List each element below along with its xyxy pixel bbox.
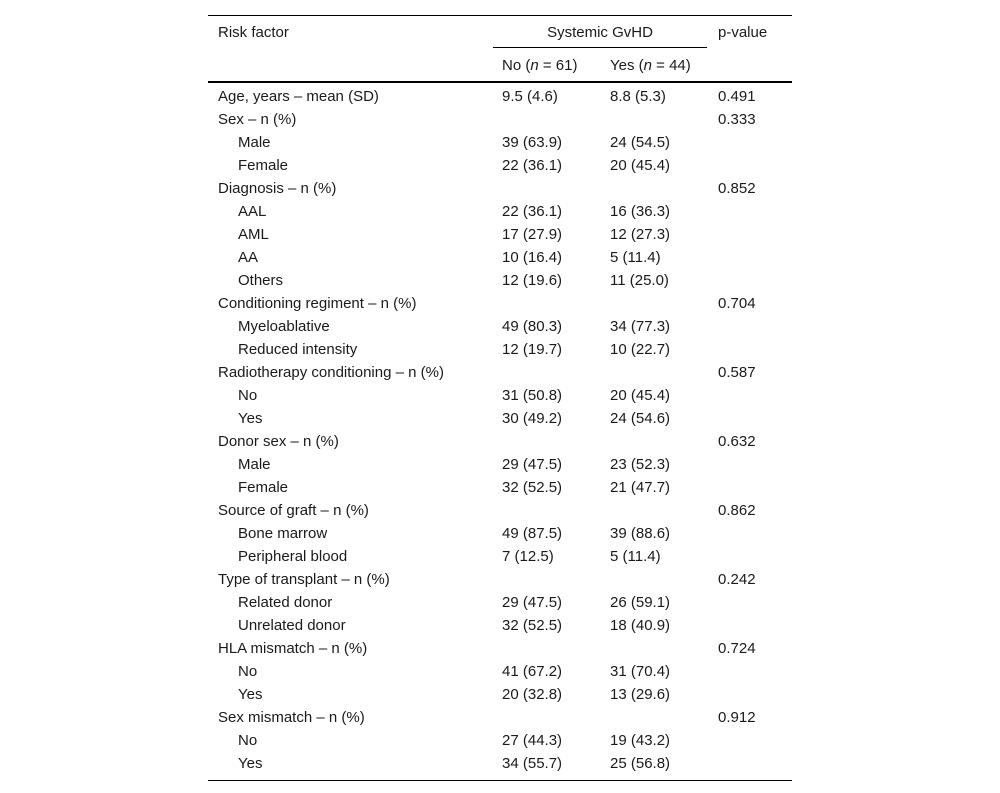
table-row xyxy=(208,430,792,453)
row-label: Peripheral blood xyxy=(238,548,348,565)
risk-factor-table xyxy=(208,15,792,781)
row-label: Yes xyxy=(238,410,263,427)
row-label: HLA mismatch – n (%) xyxy=(218,640,368,657)
p-value-cell: 0.632 xyxy=(718,433,756,450)
row-label: Donor sex – n (%) xyxy=(218,433,339,450)
row-label: AA xyxy=(238,249,259,266)
no-gvhd-cell: 20 (32.8) xyxy=(502,686,563,703)
no-gvhd-cell: 32 (52.5) xyxy=(502,617,563,634)
table-row xyxy=(208,752,792,775)
p-value-header: p-value xyxy=(718,24,768,41)
table-row xyxy=(208,568,792,591)
table-row xyxy=(208,223,792,246)
row-label: Conditioning regiment – n (%) xyxy=(218,295,417,312)
row-label: Sex mismatch – n (%) xyxy=(218,709,365,726)
yes-gvhd-cell: 24 (54.6) xyxy=(610,410,671,427)
yes-gvhd-cell: 21 (47.7) xyxy=(610,479,671,496)
yes-gvhd-cell: 39 (88.6) xyxy=(610,525,671,542)
p-value-cell: 0.862 xyxy=(718,502,756,519)
yes-gvhd-cell: 24 (54.5) xyxy=(610,134,671,151)
table-row xyxy=(208,407,792,430)
row-label: No xyxy=(238,732,258,749)
no-gvhd-cell: 12 (19.6) xyxy=(502,272,563,289)
row-label: Myeloablative xyxy=(238,318,330,335)
table-header-row-1 xyxy=(208,16,792,48)
no-gvhd-cell: 39 (63.9) xyxy=(502,134,563,151)
table-row xyxy=(208,614,792,637)
row-label: Sex – n (%) xyxy=(218,111,297,128)
p-value-cell: 0.491 xyxy=(718,88,756,105)
table-row xyxy=(208,85,792,108)
table-row xyxy=(208,246,792,269)
systemic-gvhd-header: Systemic GvHD xyxy=(547,24,653,41)
yes-gvhd-cell: 26 (59.1) xyxy=(610,594,671,611)
no-gvhd-cell: 12 (19.7) xyxy=(502,341,563,358)
row-label: Male xyxy=(238,134,271,151)
table-header-row-2 xyxy=(208,48,792,83)
yes-group-header: Yes (n = 44) xyxy=(610,57,691,74)
table-row xyxy=(208,499,792,522)
no-gvhd-cell: 10 (16.4) xyxy=(502,249,563,266)
table-row xyxy=(208,522,792,545)
no-gvhd-cell: 17 (27.9) xyxy=(502,226,563,243)
row-label: Male xyxy=(238,456,271,473)
table-row xyxy=(208,729,792,752)
row-label: No xyxy=(238,663,258,680)
table-row xyxy=(208,200,792,223)
table-row xyxy=(208,660,792,683)
row-label: Yes xyxy=(238,755,263,772)
row-label: Age, years – mean (SD) xyxy=(218,88,379,105)
no-gvhd-cell: 9.5 (4.6) xyxy=(502,88,558,105)
yes-gvhd-cell: 18 (40.9) xyxy=(610,617,671,634)
no-gvhd-cell: 22 (36.1) xyxy=(502,157,563,174)
table-row xyxy=(208,269,792,292)
row-label: Bone marrow xyxy=(238,525,328,542)
yes-gvhd-cell: 5 (11.4) xyxy=(610,548,661,565)
table-row xyxy=(208,108,792,131)
yes-gvhd-cell: 20 (45.4) xyxy=(610,157,671,174)
no-gvhd-cell: 41 (67.2) xyxy=(502,663,563,680)
row-label: Related donor xyxy=(238,594,333,611)
no-gvhd-cell: 49 (80.3) xyxy=(502,318,563,335)
yes-gvhd-cell: 25 (56.8) xyxy=(610,755,671,772)
no-gvhd-cell: 27 (44.3) xyxy=(502,732,563,749)
row-label: Reduced intensity xyxy=(238,341,358,358)
p-value-cell: 0.724 xyxy=(718,640,756,657)
table-row xyxy=(208,476,792,499)
no-gvhd-cell: 32 (52.5) xyxy=(502,479,563,496)
row-label: Type of transplant – n (%) xyxy=(218,571,390,588)
p-value-cell: 0.587 xyxy=(718,364,756,381)
no-gvhd-cell: 22 (36.1) xyxy=(502,203,563,220)
no-gvhd-cell: 49 (87.5) xyxy=(502,525,563,542)
table-row xyxy=(208,545,792,568)
p-value-cell: 0.242 xyxy=(718,571,756,588)
row-label: AML xyxy=(238,226,269,243)
row-label: Others xyxy=(238,272,284,289)
row-label: Female xyxy=(238,479,289,496)
row-label: Unrelated donor xyxy=(238,617,346,634)
risk-factor-header: Risk factor xyxy=(218,24,289,41)
row-label: No xyxy=(238,387,258,404)
row-label: Female xyxy=(238,157,289,174)
table-row xyxy=(208,131,792,154)
yes-gvhd-cell: 34 (77.3) xyxy=(610,318,671,335)
table-row xyxy=(208,154,792,177)
no-gvhd-cell: 7 (12.5) xyxy=(502,548,554,565)
yes-gvhd-cell: 16 (36.3) xyxy=(610,203,671,220)
table-row xyxy=(208,683,792,706)
p-value-cell: 0.912 xyxy=(718,709,756,726)
row-label: AAL xyxy=(238,203,267,220)
table-row xyxy=(208,315,792,338)
no-gvhd-cell: 30 (49.2) xyxy=(502,410,563,427)
table-row xyxy=(208,292,792,315)
row-label: Yes xyxy=(238,686,263,703)
yes-gvhd-cell: 12 (27.3) xyxy=(610,226,671,243)
table-row xyxy=(208,177,792,200)
no-gvhd-cell: 29 (47.5) xyxy=(502,456,563,473)
table-row xyxy=(208,637,792,660)
yes-gvhd-cell: 19 (43.2) xyxy=(610,732,671,749)
row-label: Source of graft – n (%) xyxy=(218,502,369,519)
yes-gvhd-cell: 31 (70.4) xyxy=(610,663,671,680)
no-gvhd-cell: 34 (55.7) xyxy=(502,755,563,772)
yes-gvhd-cell: 13 (29.6) xyxy=(610,686,671,703)
table-row xyxy=(208,361,792,384)
table-row xyxy=(208,338,792,361)
row-label: Radiotherapy conditioning – n (%) xyxy=(218,364,444,381)
yes-gvhd-cell: 5 (11.4) xyxy=(610,249,661,266)
no-gvhd-cell: 29 (47.5) xyxy=(502,594,563,611)
table-row xyxy=(208,591,792,614)
p-value-cell: 0.704 xyxy=(718,295,756,312)
p-value-cell: 0.852 xyxy=(718,180,756,197)
table-row xyxy=(208,453,792,476)
row-label: Diagnosis – n (%) xyxy=(218,180,337,197)
p-value-cell: 0.333 xyxy=(718,111,756,128)
no-group-header: No (n = 61) xyxy=(502,57,578,74)
yes-gvhd-cell: 20 (45.4) xyxy=(610,387,671,404)
yes-gvhd-cell: 23 (52.3) xyxy=(610,456,671,473)
table-body xyxy=(208,83,792,781)
yes-gvhd-cell: 8.8 (5.3) xyxy=(610,88,666,105)
table-row xyxy=(208,706,792,729)
no-gvhd-cell: 31 (50.8) xyxy=(502,387,563,404)
yes-gvhd-cell: 10 (22.7) xyxy=(610,341,671,358)
table-row xyxy=(208,384,792,407)
yes-gvhd-cell: 11 (25.0) xyxy=(610,272,669,289)
